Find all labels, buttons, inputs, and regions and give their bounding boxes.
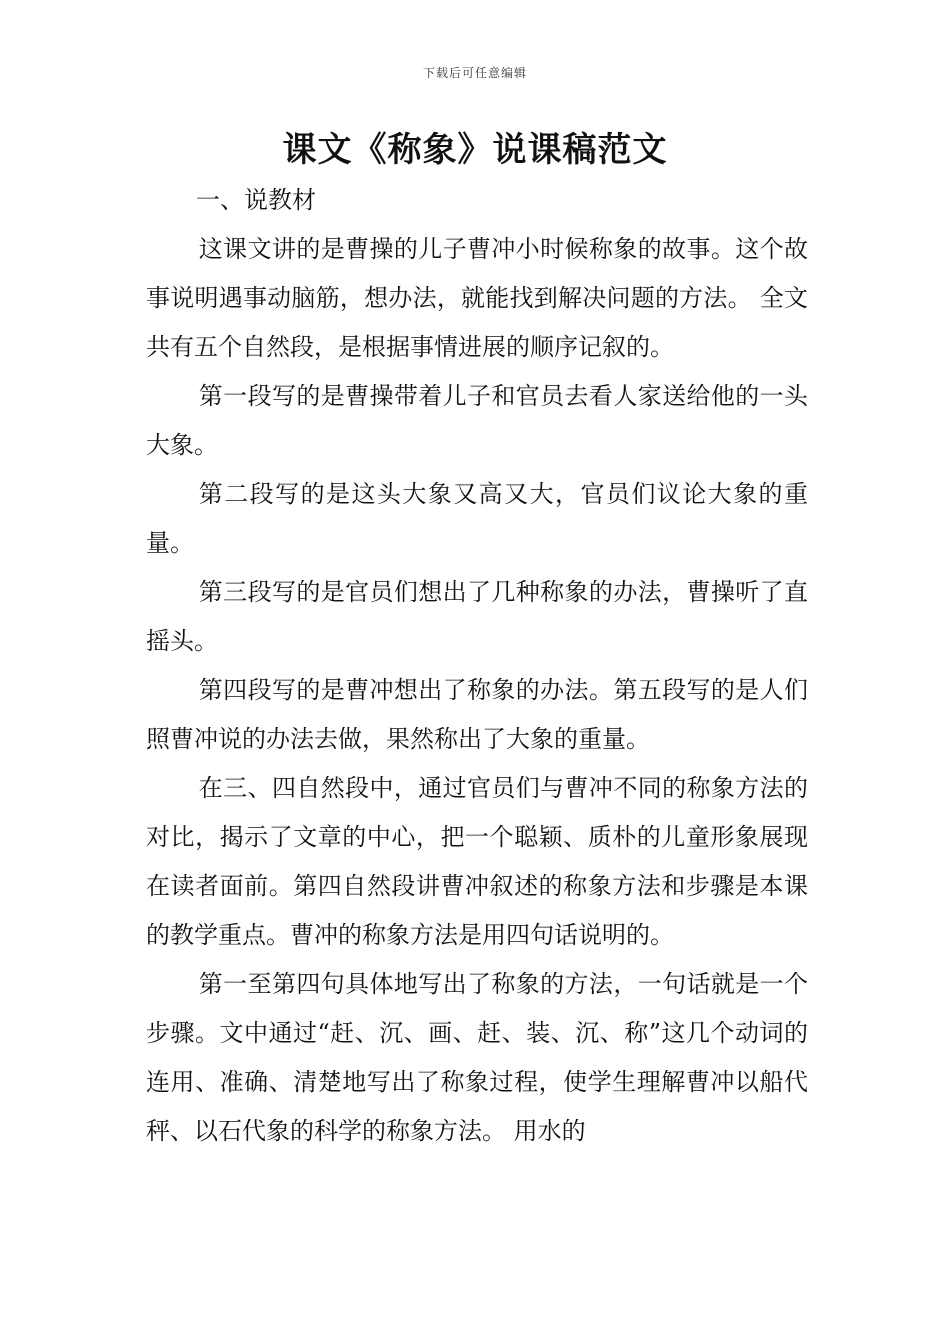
paragraph-intro: 这课文讲的是曹操的儿子曹冲小时候称象的故事。这个故事说明遇事动脑筋，想办法，就能找到解决问题的方法。 全文共有五个自然段，是根据事情进展的顺序记叙的。	[146, 235, 808, 361]
section-heading: 一、说教材	[196, 186, 316, 214]
paragraph-steps: 第一至第四句具体地写出了称象的方法，一句话就是一个步骤。文中通过“赶、沉、画、赶、装、沉、称”这几个动词的连用、准确、清楚地写出了称象过程，使学生理解曹冲以船代秤、以石代象的科学的称象方法。 用水的	[146, 970, 808, 1145]
paragraph-3: 第三段写的是官员们想出了几种称象的办法，曹操听了直摇头。	[146, 578, 808, 655]
paragraph-analysis: 在三、四自然段中，通过官员们与曹冲不同的称象方法的对比，揭示了文章的中心，把一个聪颖、质朴的儿童形象展现在读者面前。第四自然段讲曹冲叙述的称象方法和步骤是本课的教学重点。曹冲的称象方法是用四句话说明的。	[146, 774, 808, 949]
paragraph-4-5: 第四段写的是曹冲想出了称象的办法。第五段写的是人们照曹冲说的办法去做，果然称出了大象的重量。	[146, 676, 808, 753]
header-note: 下载后可任意编辑	[422, 66, 527, 80]
body-text	[146, 225, 808, 1156]
paragraph-2: 第二段写的是这头大象又高又大，官员们议论大象的重量。	[146, 480, 808, 557]
paragraph-1: 第一段写的是曹操带着儿子和官员去看人家送给他的一头大象。	[146, 382, 808, 459]
document-title: 课文《称象》说课稿范文	[282, 130, 668, 170]
